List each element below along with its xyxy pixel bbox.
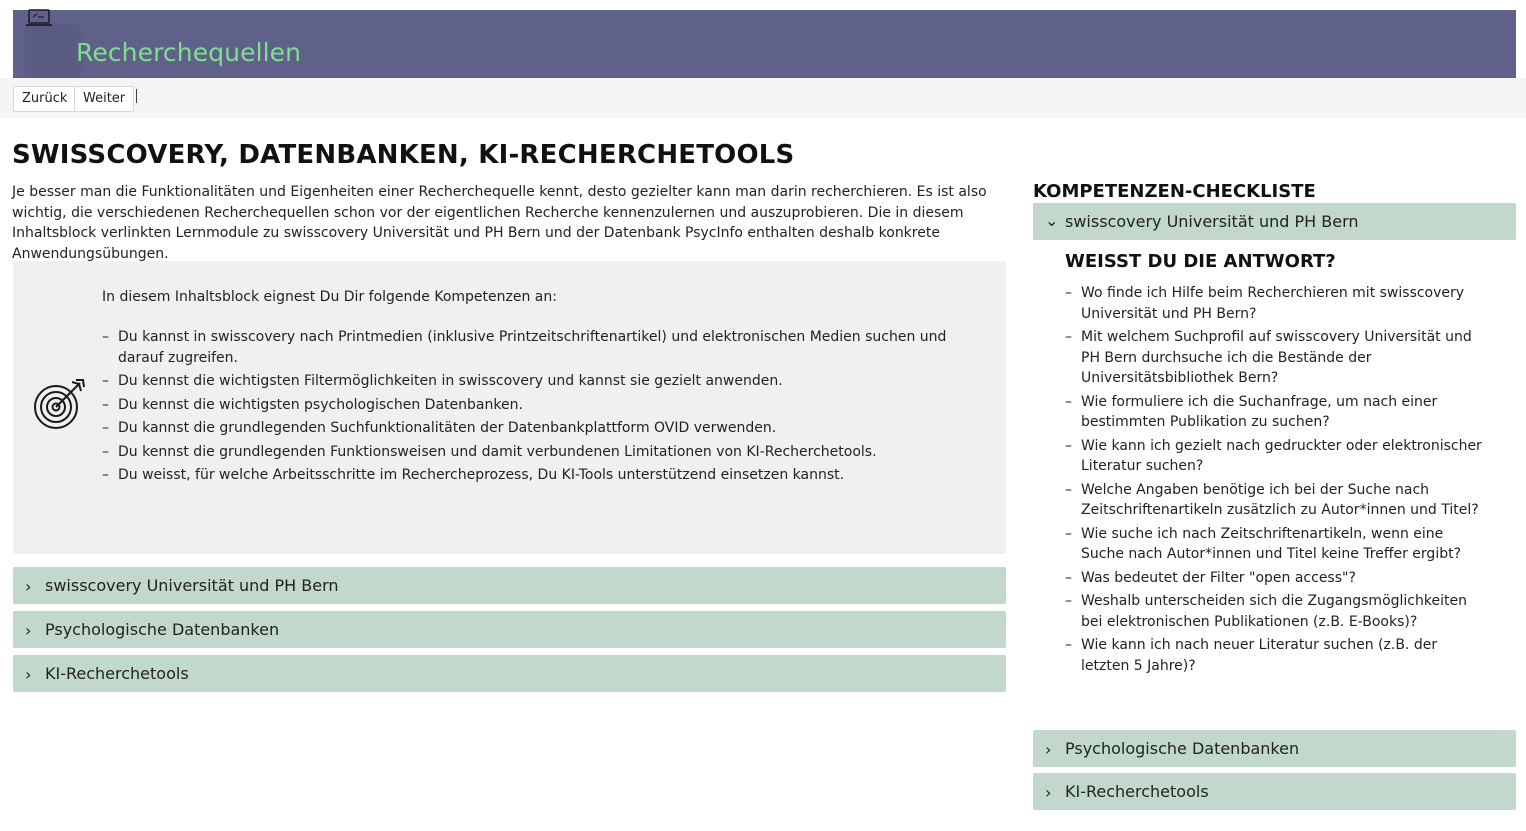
list-item: – Was bedeutet der Filter "open access"? xyxy=(1065,568,1485,589)
accordion-swisscovery[interactable] xyxy=(13,567,1006,604)
header-bar xyxy=(13,10,1516,78)
list-item: – Wie kann ich nach neuer Literatur suchen (z.B. der letzten 5 Jahre)? xyxy=(1065,635,1485,676)
question-list xyxy=(1065,283,1485,679)
list-item: – Du weisst, für welche Arbeitsschritte im Rechercheprozess, Du KI-Tools unterstützend einsetzen kannst. xyxy=(102,465,972,486)
target-icon xyxy=(32,378,86,436)
list-item: – Wie kann ich gezielt nach gedruckter oder elektronischer Literatur suchen? xyxy=(1065,436,1485,477)
sidebar-accordion-psych-databases[interactable] xyxy=(1033,730,1516,767)
accordion-label: Psychologische Datenbanken xyxy=(1065,739,1300,758)
list-item: – Wie suche ich nach Zeitschriftenartikeln, wenn eine Suche nach Autor*innen und Titel keine Treffer ergibt? xyxy=(1065,524,1485,565)
intro-text: Je besser man die Funktionalitäten und Eigenheiten einer Recherchequelle kennt, desto gezielter kann man darin recherchieren. Es ist also wichtig, die verschiedenen Recherchequellen schon vor der eigentlichen Recherche kennenzulernen und auszuprobieren. Die in diesem Inhaltsblock verlinkten Lernmodule zu swisscovery Universität und PH Bern und der Datenbank PsycInfo enthalten deshalb konkrete Anwendungsübungen. xyxy=(12,184,987,262)
accordion-ki-tools[interactable] xyxy=(13,655,1006,692)
sidebar-accordion-swisscovery[interactable] xyxy=(1033,203,1516,240)
list-item: – Wie formuliere ich die Suchanfrage, um nach einer bestimmten Publikation zu suchen? xyxy=(1065,392,1485,433)
competence-box xyxy=(13,261,1006,554)
list-item: – Du kannst in swisscovery nach Printmedien (inklusive Printzeitschriftenartikel) und elektronischen Medien suchen und darauf zugreifen. xyxy=(102,327,972,368)
list-item: – Welche Angaben benötige ich bei der Suche nach Zeitschriftenartikeln zusätzlich zu Autor*innen und Titel? xyxy=(1065,480,1485,521)
chevron-right-icon: › xyxy=(25,665,32,684)
accordion-label: KI-Recherchetools xyxy=(45,664,189,683)
accordion-label: swisscovery Universität und PH Bern xyxy=(1065,212,1359,231)
competence-lead: In diesem Inhaltsblock eignest Du Dir folgende Kompetenzen an: xyxy=(102,289,557,305)
chevron-right-icon: › xyxy=(1045,740,1052,759)
list-item: – Du kennst die grundlegenden Funktionsweisen und damit verbundenen Limitationen von KI-Recherchetools. xyxy=(102,442,972,463)
competence-list xyxy=(102,327,972,489)
page-title: SWISSCOVERY, DATENBANKEN, KI-RECHERCHETOOLS xyxy=(12,140,795,170)
accordion-psych-databases[interactable] xyxy=(13,611,1006,648)
accordion-label: swisscovery Universität und PH Bern xyxy=(45,576,339,595)
chevron-down-icon: ⌄ xyxy=(1045,211,1059,230)
checklist-title: KOMPETENZEN-CHECKLISTE xyxy=(1033,181,1316,202)
nav-divider xyxy=(136,89,137,103)
quiz-subtitle: WEISST DU DIE ANTWORT? xyxy=(1065,251,1336,272)
chevron-right-icon: › xyxy=(1045,783,1052,802)
list-item: – Du kennst die wichtigsten psychologischen Datenbanken. xyxy=(102,395,972,416)
accordion-label: KI-Recherchetools xyxy=(1065,782,1209,801)
accordion-label: Psychologische Datenbanken xyxy=(45,620,280,639)
list-item: – Mit welchem Suchprofil auf swisscovery Universität und PH Bern durchsuche ich die Bestände der Universitätsbibliothek Bern? xyxy=(1065,327,1485,389)
chevron-right-icon: › xyxy=(25,577,32,596)
chevron-right-icon: › xyxy=(25,621,32,640)
list-item: – Weshalb unterscheiden sich die Zugangsmöglichkeiten bei elektronischen Publikationen (z.B. E-Books)? xyxy=(1065,591,1485,632)
app-title: Recherchequellen xyxy=(76,38,302,67)
list-item: – Du kannst die grundlegenden Suchfunktionalitäten der Datenbankplattform OVID verwenden. xyxy=(102,418,972,439)
list-item: – Du kennst die wichtigsten Filtermöglichkeiten in swisscovery und kannst sie gezielt anwenden. xyxy=(102,371,972,392)
nav-bar xyxy=(0,78,1526,118)
list-item: – Wo finde ich Hilfe beim Recherchieren mit swisscovery Universität und PH Bern? xyxy=(1065,283,1485,324)
sidebar-accordion-ki-tools[interactable] xyxy=(1033,773,1516,810)
back-button[interactable]: Zurück xyxy=(13,86,76,112)
next-button[interactable]: Weiter xyxy=(74,86,134,112)
logo-box xyxy=(27,26,79,78)
